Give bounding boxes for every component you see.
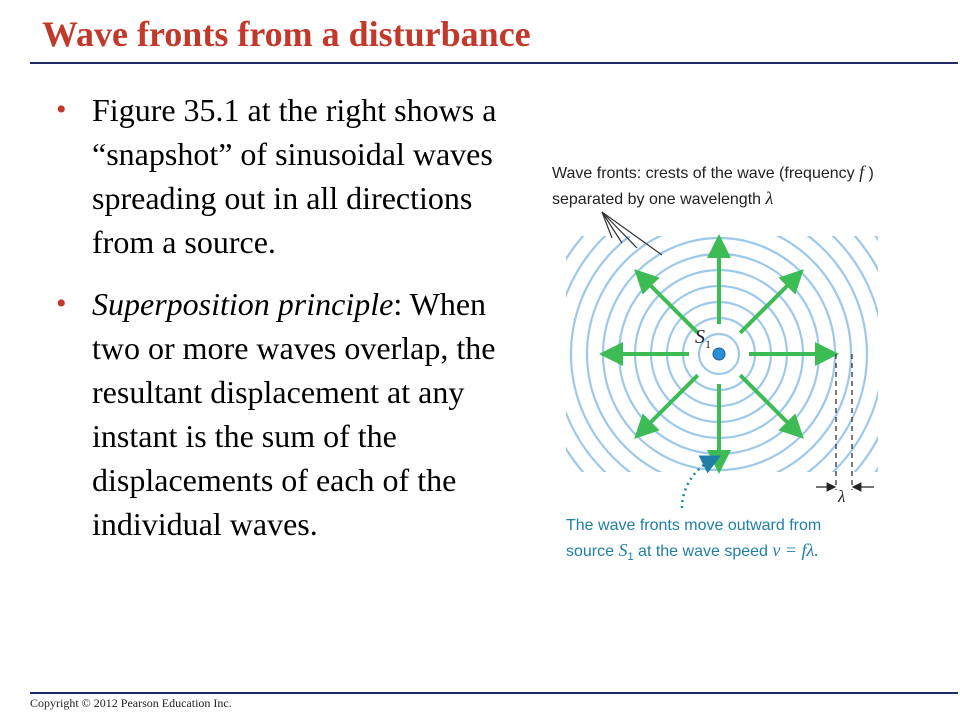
bullet-dot-icon: • bbox=[56, 287, 67, 320]
bullet-item bbox=[52, 88, 512, 264]
caption-pointer-lines bbox=[602, 212, 662, 255]
title-divider bbox=[30, 62, 958, 64]
figure-caption-bottom: The wave fronts move outward from source $S_1$ at the wave speed v = fλ. bbox=[566, 517, 822, 564]
bullet-text: Figure 35.1 at the right shows a “snapshot” of sinusoidal waves spreading out in all directions from a source. bbox=[92, 92, 497, 260]
slide-title: Wave fronts from a disturbance bbox=[42, 14, 531, 54]
source-point bbox=[713, 348, 725, 360]
figure-caption-top: Wave fronts: crests of the wave (frequency f ) separated by one wavelength λ bbox=[552, 162, 874, 208]
wavelength-label: λ bbox=[838, 487, 846, 506]
copyright-footer: Copyright © 2012 Pearson Education Inc. bbox=[30, 692, 958, 711]
bullet-item bbox=[52, 282, 512, 546]
bullet-italic-term: Superposition principle bbox=[92, 286, 394, 322]
source-label: $S_1$ bbox=[695, 326, 711, 351]
wave-front-ring bbox=[540, 158, 915, 550]
bullet-dot-icon: • bbox=[56, 93, 67, 126]
bullet-list bbox=[52, 88, 512, 564]
bullet-text: : When two or more waves overlap, the resultant displacement at any instant is the sum of the displacements of each of the individual waves. bbox=[92, 286, 496, 542]
wave-front-ring bbox=[540, 150, 931, 566]
